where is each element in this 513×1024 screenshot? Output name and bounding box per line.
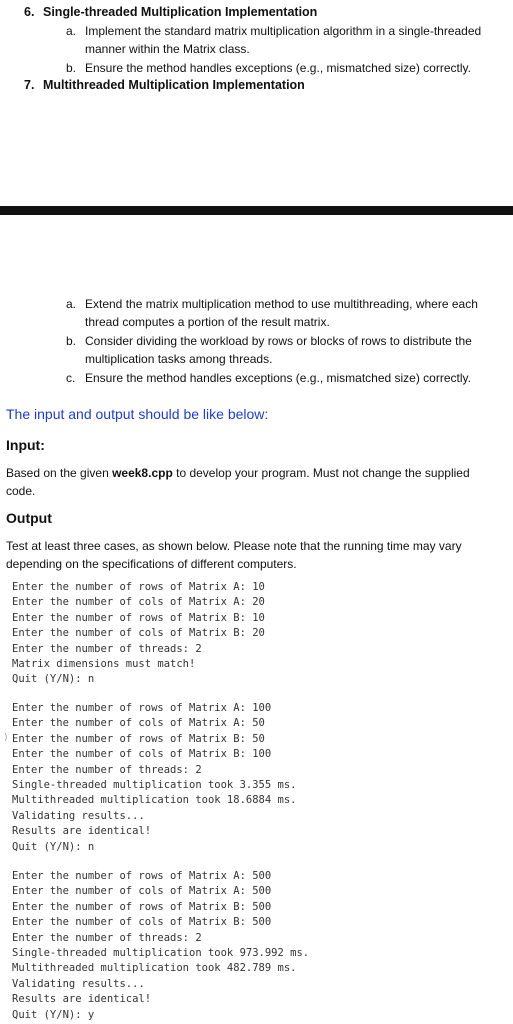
input-description xyxy=(6,464,496,500)
side-marker: ) xyxy=(4,733,8,743)
console-line: Enter the number of rows of Matrix A: 100 xyxy=(12,702,272,714)
input-text-before: Based on the given xyxy=(6,466,113,480)
console-output-case-3 xyxy=(12,869,309,1023)
item-text: Ensure the method handles exceptions (e.g., mismatched size) correctly. xyxy=(85,61,471,75)
section-6-heading xyxy=(24,5,317,19)
section-7-title: Multithreaded Multiplication Implementation xyxy=(43,78,305,92)
console-line: Enter the number of cols of Matrix B: 20 xyxy=(12,627,265,640)
console-line: Single-threaded multiplication took 3.355 ms. xyxy=(12,778,297,791)
page-break-divider xyxy=(0,206,513,215)
console-line: Results are identical! xyxy=(12,993,152,1006)
item-text: Implement the standard matrix multiplication algorithm in a single-threaded manner within the Matrix class. xyxy=(85,24,482,56)
item-text: Consider dividing the workload by rows or blocks of rows to distribute the multiplication tasks among threads. xyxy=(85,334,472,366)
console-output-case-2 xyxy=(12,701,296,855)
console-line: Enter the number of cols of Matrix B: 100 xyxy=(12,748,272,761)
console-line: Validating results... xyxy=(12,809,145,822)
console-line: Multithreaded multiplication took 18.6884 ms. xyxy=(12,794,297,807)
io-heading: The input and output should be like below: xyxy=(6,406,269,422)
output-description: Test at least three cases, as shown below. Please note that the running time may vary depending on the specifications of different computers. xyxy=(6,539,462,571)
section-6-title: Single-threaded Multiplication Implementation xyxy=(43,5,318,19)
item-letter: c. xyxy=(66,371,76,385)
console-line: Quit (Y/N): n xyxy=(12,673,95,686)
item-letter: b. xyxy=(66,61,77,75)
console-line: Quit (Y/N): y xyxy=(12,1008,95,1021)
console-line: Results are identical! xyxy=(12,825,152,838)
console-line: Enter the number of cols of Matrix A: 50 xyxy=(12,717,265,730)
input-heading: Input: xyxy=(6,437,45,453)
console-line: Enter the number of threads: 2 xyxy=(12,642,202,655)
section-7-number: 7. xyxy=(24,78,35,92)
console-line: Enter the number of threads: 2 xyxy=(12,763,202,776)
console-line: Matrix dimensions must match! xyxy=(12,657,196,670)
console-line: Enter the number of rows of Matrix A: 500 xyxy=(12,870,272,882)
item-letter: a. xyxy=(66,24,77,38)
console-line: Single-threaded multiplication took 973.992 ms. xyxy=(12,946,310,959)
console-line: Enter the number of cols of Matrix B: 500 xyxy=(12,916,272,929)
input-filename: week8.cpp xyxy=(112,466,173,480)
section-7-heading xyxy=(24,78,305,92)
console-output-case-1 xyxy=(12,580,265,688)
item-text: Ensure the method handles exceptions (e.g., mismatched size) correctly. xyxy=(85,371,471,385)
item-text: Extend the matrix multiplication method to use multithreading, where each thread computes a portion of the result matrix. xyxy=(85,297,478,329)
output-heading: Output xyxy=(6,510,52,526)
console-line: Enter the number of rows of Matrix A: 10 xyxy=(12,581,265,593)
console-line: Enter the number of threads: 2 xyxy=(12,931,202,944)
input-text-after: to develop your program. Must not change the supplied code. xyxy=(6,466,470,498)
console-line: Enter the number of cols of Matrix A: 500 xyxy=(12,885,272,898)
console-line: Enter the number of rows of Matrix B: 50 xyxy=(12,732,265,745)
section-6-number: 6. xyxy=(24,5,35,19)
console-line: Quit (Y/N): n xyxy=(12,840,95,853)
item-letter: a. xyxy=(66,297,77,311)
console-line: Enter the number of rows of Matrix B: 500 xyxy=(12,900,272,913)
item-letter: b. xyxy=(66,334,77,348)
console-line: Enter the number of cols of Matrix A: 20 xyxy=(12,596,265,609)
console-line: Enter the number of rows of Matrix B: 10 xyxy=(12,611,265,624)
console-line: Validating results... xyxy=(12,977,145,990)
console-line: Multithreaded multiplication took 482.789 ms. xyxy=(12,962,297,975)
